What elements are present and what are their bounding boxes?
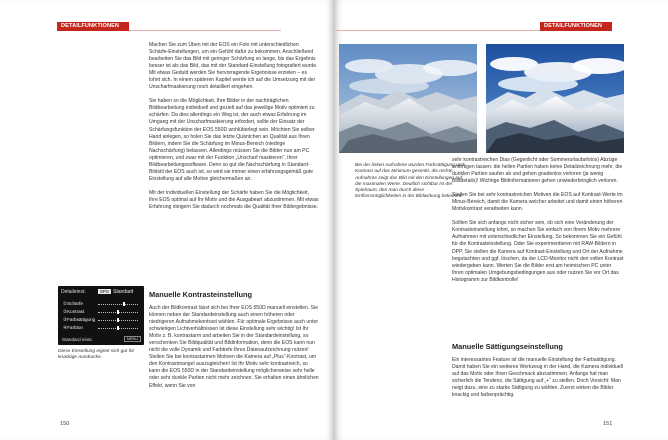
photo-caption: Bei der linken Aufnahme wurden Farbsättigung und Kontrast auf das Minimum gesenkt, die rechte Aufnahme zeigt das Bild mit den Einstellungen auf die maximalen Werte. Deutlich sichtbar ist der Spielraum, den man durch diese Einflussmöglichkeiten in der Bildwirkung bekommt. (355, 163, 465, 200)
header-rule (129, 30, 281, 31)
intro-text (149, 42, 319, 218)
paragraph: Auch der Bildkontrast lässt sich bei Ihrer EOS 550D manuell einstellen. Sie können neben der Standardeinstellung auch einen höheren oder niedrigeren Aufnahmekontrast wählen. Für optimale Ergebnisse auch unter schwierigen Lichtverhältnissen ist diese Einstellung sehr wichtig! Ist Ihr Motiv z. B. kontrastarm und arbeiten Sie in der Standardeinstellung, so verschenken Sie Bildqualität und Bildinformation, denn die EOS kann nun nicht die volle Dynamik und Farbtiefe Ihres Datenaufzeichnung nutzen! Stellen Sie bei kontrastarmen Motiven die Kamera auf „Plus“-Kontrast, um den Kontrastmangel auszugleichen! Ist Ihr Motiv sehr kontrastreich, so kann die EOS 550D in der Standardeinstellung möglicherweise sehr helle oder sehr dunkle Partien nicht mehr zeichnen. Sie erhalten einen ähnlichen Effekt, wenn Sie von (149, 305, 319, 389)
page-number: 151 (603, 421, 613, 427)
paragraph: Machen Sie zum Üben mit der EOS ein Foto mit unterschiedlichen Schärfe-Einstellungen, um ein Gefühl dafür zu bekommen. Anschließend bearbeiten Sie das Bild mit geringer Schärfung so lange, bis das Ergebnis besser ist als das Bild, das mit der Standard-Einstellung fotografiert wurde. Mit etwas Geduld werden Sie hervorragende Ergebnisse erzielen – es lohnt sich. In einem späteren Kapitel werde ich auf die Umsetzung mit der Unscharfmaskierung noch detailliert eingehen. (149, 42, 318, 91)
setting-row-label: ④Farbton (63, 325, 83, 330)
photo-low-saturation (339, 44, 477, 153)
section-label: DETAILFUNKTIONEN (61, 23, 120, 29)
right-page (335, 0, 668, 440)
paragraph: Sollten Sie sich anfangs nicht sicher sein, ob sich eine Veränderung der Kontrasteinstellung lohnt, so machen Sie einfach von Ihrem Motiv mehrere Aufnahmen mit unterschiedlicher Einstellung. So bekommen Sie ein Gefühl für die Kontrasteinstellung. Oder Sie experimentieren mit RAW-Bildern in DPP. Sie stellen die Kamera auf Kontrast-Einstellung und Ort der Aufnahme begutachten und ggf. löschen, da der LCD-Monitor nicht den vollen Kontrast wiedergeben kann. Werten Sie die Bilder erst am heimischen PC unter Ihren optimalen Umgebungsbedingungen aus oder nutzen Sie vor Ort das Histogramm zur Bildkontrolle! (452, 220, 624, 283)
paragraph: Mit der individuellen Einstellung der Schärfe haben Sie die Möglichkeit, Ihre EOS optimal auf Ihr Motiv und die Ausgabeart abzustimmen. Mit etwas Erfahrung steigern Sie dadurch nochmals die Qualität Ihrer Bildergebnisse. (149, 189, 319, 210)
photo-high-saturation (486, 44, 624, 153)
camera-menu-footer: Standard einst. (62, 337, 93, 342)
setting-scale (98, 327, 138, 329)
body-text (149, 305, 319, 397)
paragraph: sehr kontrastreichen Dias (Gegenlicht oder Sommerurlaubsfotos) Abzüge anfertigen lassen: die hellen Partien haben keine Detailzeichnung mehr, die dunklen Partien saufen ab und gehen gnadenlos verloren (ja wenig Bilddetails)! Wichtige Bildinformationen gehen unwiederbringlich verloren. (452, 157, 623, 185)
header-rule (335, 30, 540, 31)
picture-style-chip: SPS (100, 288, 109, 294)
right-body-text (452, 157, 624, 291)
setting-row-label: ①Schärfe (63, 301, 83, 306)
mountain-landscape-image (339, 44, 477, 153)
mountain-landscape-image (486, 44, 624, 153)
setting-scale (98, 319, 138, 321)
setting-marker (117, 326, 119, 330)
menu-button-hint: MENU (124, 336, 141, 342)
section-header-bar (57, 22, 129, 31)
section-header-bar (540, 22, 612, 31)
page-number: 150 (60, 421, 70, 427)
paragraph: Sie haben so die Möglichkeit, Ihre Bilder in der nachträglichen Bildbearbeitung individuell und gezielt auf das jeweilige Motiv optimiert zu schärfen. Da dies allerdings ein Weg ist, der auch etwas Erfahrung im Umgang mit der Unscharfmaskierung erfordert, sollte der Einsatz der Schärfungsfunktion der EOS 550D wohlüberlegt sein. Möchten Sie selber Hand anlegen, so holen Sie das letzte Quäntchen an Qualität aus Ihren Bildern, indem Sie die Schärfung im Minus-Bereich (niedrige Nachschärfung) belassen. Allerdings müssen Sie die Bilder nun am PC optimieren, und zwar mit der Funktion „Unscharf maskieren“. Ihrer Bildbearbeitungssoftware. Denn so gut die Nachschärfung in Standard-Bildstil der EOS auch ist, so wird sie immer einen erfahrungsgemäß gute Einstellung auf alle Motive gleichermaßen an. (149, 98, 315, 182)
setting-marker (123, 302, 125, 306)
setting-marker (117, 318, 119, 322)
figure-caption: Diese Einstellung eignet sich gut für knackige Ausdrucke. (58, 349, 135, 361)
section-label: DETAILFUNKTIONEN (544, 23, 603, 29)
camera-menu-screen (58, 286, 144, 345)
setting-marker (117, 310, 119, 314)
section-heading: Manuelle Kontrasteinstellung (149, 290, 253, 299)
setting-scale (98, 311, 138, 313)
left-page (0, 0, 333, 440)
paragraph: Ein interessantes Feature ist die manuelle Einstellung der Farbsättigung. Damit haben Sie ein weiteres Werkzeug in der Hand, die Kamera individuell auf das Motiv oder Ihren Geschmack abzustimmen. Anfangs hat man sicherlich die Tendenz, die Sättigung auf „+“ zu stellen. Doch Vorsicht: Man neigt dazu, eine zu starke Sättigung zu wählen. Zuerst wirken die Bilder knackig und farbenprächtig. (452, 357, 623, 399)
section-heading: Manuelle Sättigungseinstellung (452, 342, 563, 351)
paragraph: Stellen Sie bei sehr kontrastreichen Motiven die EOS auf Kontrast-Werte im Minus-Bereich, damit die Kamera weicher arbeitet und damit einen höheren Motivkontrast verarbeiten kann. (452, 192, 623, 213)
setting-row-label: ③Farbsättigung (63, 317, 96, 322)
right-body-text-2 (452, 357, 624, 406)
camera-menu-title: Detaileinst. (61, 289, 86, 295)
setting-scale (98, 303, 138, 305)
setting-row-label: ②Kontrast (63, 309, 85, 314)
picture-style-value: Standard (113, 289, 134, 295)
